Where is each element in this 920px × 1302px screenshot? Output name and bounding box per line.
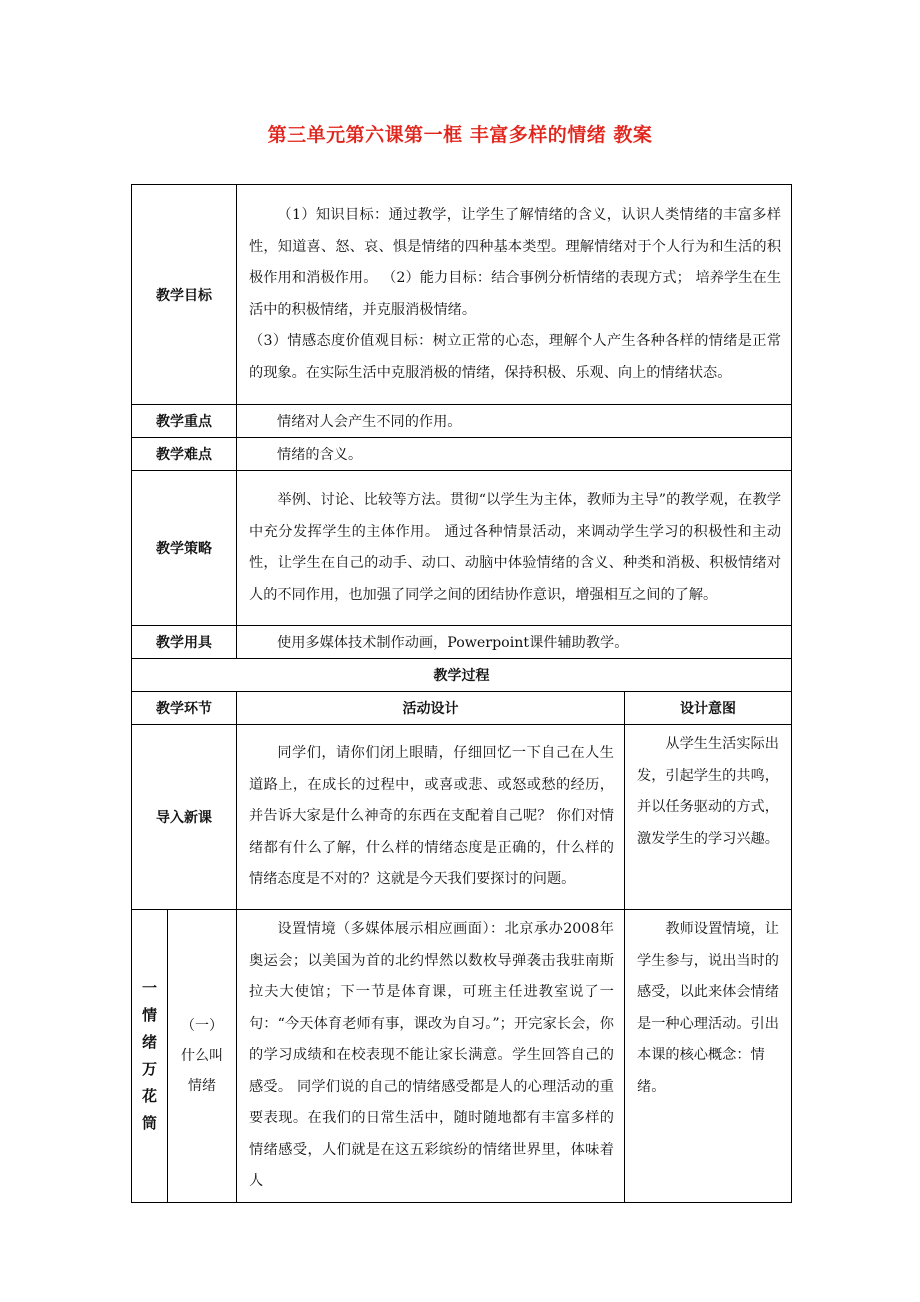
section-1-intent-text: 教师设置情境，让学生参与，说出当时的感受，以此来体会情绪是一种心理活动。引出本课的核心概念：情绪。 bbox=[637, 921, 779, 1095]
intro-stage-label: 导入新课 bbox=[132, 725, 237, 910]
column-header-activity: 活动设计 bbox=[237, 692, 625, 725]
row-intro bbox=[132, 725, 792, 910]
row-process-heading bbox=[132, 659, 792, 692]
objectives-text-2: （3）情感态度价值观目标：树立正常的心态，理解个人产生各种各样的情绪是正常的现象。在实际生活中克服消极的情绪，保持积极、乐观、向上的情绪状态。 bbox=[249, 333, 782, 381]
tools-text: 使用多媒体技术制作动画，Powerpoint课件辅助教学。 bbox=[237, 626, 792, 659]
row-column-headers bbox=[132, 692, 792, 725]
key-point-text: 情绪对人会产生不同的作用。 bbox=[237, 405, 792, 438]
document-title: 第三单元第六课第一框 丰富多样的情绪 教案 bbox=[267, 124, 653, 146]
column-header-intent: 设计意图 bbox=[625, 692, 792, 725]
column-header-stage: 教学环节 bbox=[132, 692, 237, 725]
row-section-1 bbox=[132, 910, 792, 1203]
row-key-point bbox=[132, 405, 792, 438]
row-objectives bbox=[132, 185, 792, 405]
strategy-label: 教学策略 bbox=[132, 471, 237, 626]
lesson-plan-table bbox=[131, 184, 792, 1203]
row-strategy bbox=[132, 471, 792, 626]
objectives-label: 教学目标 bbox=[132, 185, 237, 405]
row-tools bbox=[132, 626, 792, 659]
objectives-text-1: （1）知识目标：通过教学，让学生了解情绪的含义，认识人类情绪的丰富多样性，知道喜、怒、哀、惧是情绪的四种基本类型。理解情绪对于个人行为和生活的积极作用和消极作用。 （2）能力目标：结合事例分析情绪的表现方式； 培养学生在生活中的积极情绪，并克服消极情绪。 bbox=[249, 207, 782, 318]
difficulty-text: 情绪的含义。 bbox=[237, 438, 792, 471]
strategy-text: 举例、讨论、比较等方法。贯彻“以学生为主体，教师为主导”的教学观，在教学中充分发挥学生的主体作用。 通过各种情景活动，来调动学生学习的积极性和主动性，让学生在自己的动手、动口、动脑中体验情绪的含义、种类和消极、积极情绪对人的不同作用，也加强了同学之间的团结协作意识，增强相互之间的了解。 bbox=[249, 492, 782, 603]
key-point-label: 教学重点 bbox=[132, 405, 237, 438]
intro-intent-text: 从学生生活实际出发，引起学生的共鸣，并以任务驱动的方式，激发学生的学习兴趣。 bbox=[637, 736, 779, 847]
process-heading: 教学过程 bbox=[132, 659, 792, 692]
tools-label: 教学用具 bbox=[132, 626, 237, 659]
difficulty-label: 教学难点 bbox=[132, 438, 237, 471]
section-1-activity-text: 设置情境（多媒体展示相应画面）：北京承办2008年奥运会；以美国为首的北约悍然以数枚导弹袭击我驻南斯拉夫大使馆；下一节是体育课，可班主任进教室说了一句：“今天体育老师有事，课改为自习。”；开完家长会，你的学习成绩和在校表现不能让家长满意。学生回答自己的感受。 同学们说的自己的情绪感受都是人的心理活动的重要表现。在我们的日常生活中，随时随地都有丰富多样的情绪感受，人们就是在这五彩缤纷的情绪世界里，体味着人 bbox=[249, 921, 614, 1189]
section-1-sub-label: （一） 什么叫 情绪 bbox=[168, 910, 237, 1203]
intro-activity-text: 同学们，请你们闭上眼睛，仔细回忆一下自己在人生道路上，在成长的过程中，或喜或悲、或怒或愁的经历，并告诉大家是什么神奇的东西在支配着自己呢？ 你们对情绪都有什么了解，什么样的情绪态度是正确的，什么样的情绪态度是不对的？这就是今天我们要探讨的问题。 bbox=[249, 745, 614, 888]
row-difficulty bbox=[132, 438, 792, 471]
section-1-stage-label: 一 情 绪 万 花 筒 bbox=[132, 910, 168, 1203]
